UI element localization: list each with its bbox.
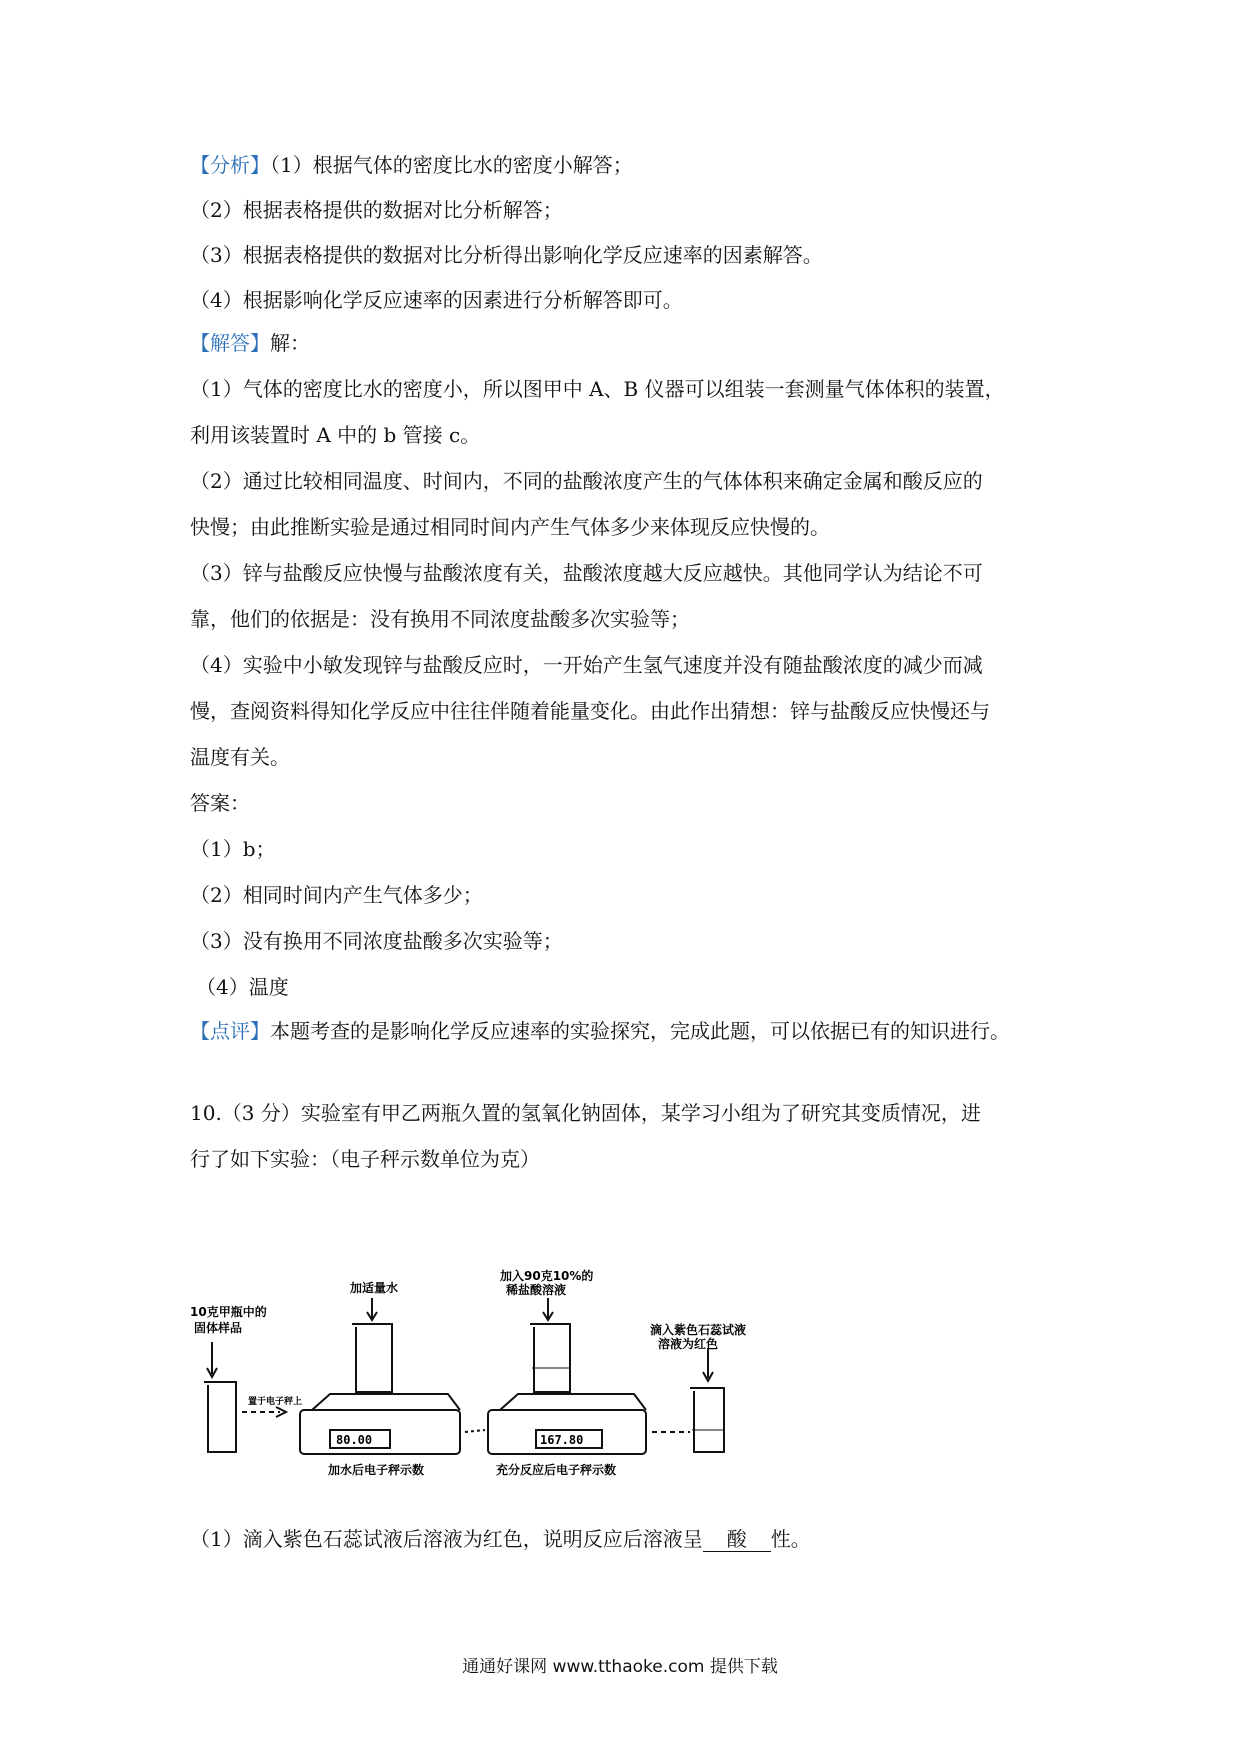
analysis-line-2: （2）根据表格提供的数据对比分析解答； (190, 198, 563, 222)
experiment-figure (190, 1269, 870, 1522)
answer-tag: 【解答】 (190, 331, 270, 355)
figure-litmus-label-2: 溶液为红色 (658, 1337, 719, 1351)
answers-label: 答案： (190, 791, 250, 815)
figure-sample-label-1: 10克甲瓶中的 (190, 1305, 267, 1319)
figure-acid-label-1: 加入90克10%的 (500, 1269, 594, 1283)
scale-2-top (500, 1394, 646, 1410)
analysis-line-1: 【分析】（1）根据气体的密度比水的密度小解答； (190, 153, 633, 177)
answer-line-9: 温度有关。 (190, 745, 290, 769)
answer-blank: 酸 (703, 1527, 771, 1552)
figure-litmus-label-1: 滴入紫色石蕊试液 (650, 1323, 747, 1337)
scale-1-reading: 80.00 (336, 1433, 373, 1447)
figure-put-label: 置于电子秤上 (248, 1397, 303, 1407)
answer-item-3: （3）没有换用不同浓度盐酸多次实验等； (190, 929, 563, 953)
answer-heading: 【解答】解： (190, 331, 310, 355)
scale-2-caption: 充分反应后电子秤示数 (496, 1463, 617, 1477)
answer-item-4: （4）温度 (196, 975, 289, 999)
analysis-tag: 【分析】 (190, 153, 270, 177)
figure-acid-label-2: 稀盐酸溶液 (506, 1283, 567, 1297)
question-10-line-2: 行了如下实验：（电子秤示数单位为克） (190, 1147, 540, 1171)
answer-line-2: 利用该装置时 A 中的 b 管接 c。 (190, 423, 481, 447)
figure-water-label: 加适量水 (350, 1281, 399, 1295)
answer-item-2: （2）相同时间内产生气体多少； (190, 883, 483, 907)
answer-line-3: （2）通过比较相同温度、时间内，不同的盐酸浓度产生的气体体积来确定金属和酸反应的 (190, 469, 983, 493)
question-10-line-1: 10.（3 分）实验室有甲乙两瓶久置的氢氧化钠固体，某学习小组为了研究其变质情况，进 (190, 1101, 981, 1125)
answer-line-6: 靠，他们的依据是：没有换用不同浓度盐酸多次实验等； (190, 607, 690, 631)
comment-line: 【点评】本题考查的是影响化学反应速率的实验探究，完成此题，可以依据已有的知识进行。 (190, 1019, 1010, 1043)
question-10-sub-1: （1）滴入紫色石蕊试液后溶液为红色，说明反应后溶液呈 酸 性。 (190, 1527, 811, 1551)
scale-2-reading: 167.80 (540, 1433, 584, 1447)
answer-line-4: 快慢；由此推断实验是通过相同时间内产生气体多少来体现反应快慢的。 (190, 515, 830, 539)
arrow-head-2 (276, 1407, 286, 1417)
comment-tag: 【点评】 (190, 1019, 270, 1043)
analysis-line-3: （3）根据表格提供的数据对比分析得出影响化学反应速率的因素解答。 (190, 243, 823, 267)
beaker-3 (530, 1324, 570, 1392)
scale-1-top (312, 1394, 460, 1410)
analysis-line-4: （4）根据影响化学反应速率的因素进行分析解答即可。 (190, 288, 683, 312)
answer-line-8: 慢，查阅资料得知化学反应中往往伴随着能量变化。由此作出猜想：锌与盐酸反应快慢还与 (190, 699, 990, 723)
answer-line-7: （4）实验中小敏发现锌与盐酸反应时，一开始产生氢气速度并没有随盐酸浓度的减少而减 (190, 653, 983, 677)
beaker-4 (690, 1388, 724, 1452)
answer-item-1: （1）b； (190, 837, 276, 861)
beaker-1 (204, 1382, 236, 1452)
dashed-arrow-2 (465, 1430, 485, 1432)
footer-source: 通通好课网 www.tthaoke.com 提供下载 (462, 1657, 778, 1677)
beaker-2 (352, 1324, 392, 1392)
figure-sample-label-2: 固体样品 (194, 1321, 243, 1335)
answer-line-5: （3）锌与盐酸反应快慢与盐酸浓度有关，盐酸浓度越大反应越快。其他同学认为结论不可 (190, 561, 983, 585)
scale-1-caption: 加水后电子秤示数 (328, 1463, 425, 1477)
answer-line-1: （1）气体的密度比水的密度小，所以图甲中 A、B 仪器可以组装一套测量气体体积的装置， (190, 377, 1005, 401)
document-body (190, 150, 1060, 1174)
